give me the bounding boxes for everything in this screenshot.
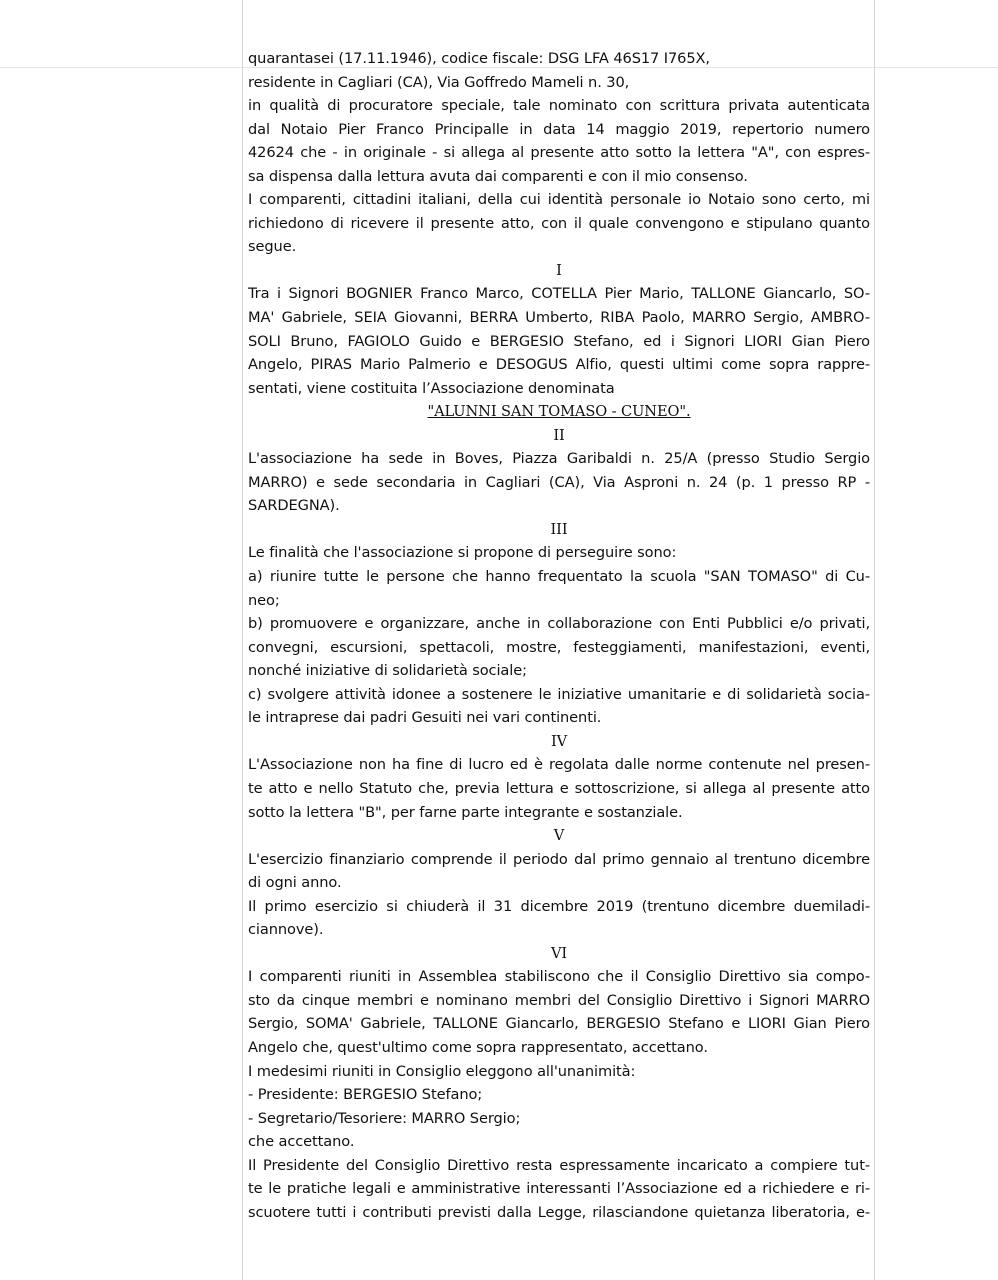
text-line: L'esercizio finanziario comprende il periodo dal primo gennaio al trentuno dicembre bbox=[248, 850, 870, 868]
text-line: I comparenti riuniti in Assemblea stabiliscono che il Consiglio Direttivo sia compo- bbox=[248, 968, 870, 986]
text-line: SARDEGNA). bbox=[248, 497, 340, 515]
text-line: L'Associazione non ha fine di lucro ed è regolata dalle norme contenute nel presen- bbox=[248, 756, 870, 774]
text-line: L'associazione ha sede in Boves, Piazza Garibaldi n. 25/A (presso Studio Sergio bbox=[248, 450, 870, 468]
section-heading: "ALUNNI SAN TOMASO - CUNEO". bbox=[427, 403, 691, 421]
text-line: che accettano. bbox=[248, 1133, 355, 1151]
text-line: I comparenti, cittadini italiani, della cui identità personale io Notaio sono certo, mi bbox=[248, 191, 870, 209]
text-line: sentati, viene costituita l’Associazione denominata bbox=[248, 379, 615, 397]
text-line: Angelo, PIRAS Mario Palmerio e DESOGUS Alfio, questi ultimi come sopra rappre- bbox=[248, 356, 870, 374]
section-heading: III bbox=[550, 520, 568, 538]
text-line: segue. bbox=[248, 238, 297, 256]
text-line: SOLI Bruno, FAGIOLO Guido e BERGESIO Stefano, ed i Signori LIORI Gian Piero bbox=[248, 332, 870, 350]
text-line: te atto e nello Statuto che, previa lettura e sottoscrizione, si allega al presente atto bbox=[248, 779, 870, 797]
text-line: MA' Gabriele, SEIA Giovanni, BERRA Umberto, RIBA Paolo, MARRO Sergio, AMBRO- bbox=[248, 309, 870, 327]
text-line: Sergio, SOMA' Gabriele, TALLONE Giancarlo, BERGESIO Stefano e LIORI Gian Piero bbox=[248, 1015, 870, 1033]
text-line: residente in Cagliari (CA), Via Goffredo Mameli n. 30, bbox=[248, 73, 630, 91]
text-line: c) svolgere attività idonee a sostenere le iniziative umanitarie e di solidarietà socia- bbox=[248, 685, 870, 703]
text-line: sotto la lettera "B", per farne parte integrante e sostanziale. bbox=[248, 803, 683, 821]
text-line: Il primo esercizio si chiuderà il 31 dicembre 2019 (trentuno dicembre duemiladi- bbox=[248, 897, 870, 915]
text-line: richiedono di ricevere il presente atto, con il quale convengono e stipulano quanto bbox=[248, 214, 870, 232]
text-line: quarantasei (17.11.1946), codice fiscale: DSG LFA 46S17 I765X, bbox=[248, 50, 710, 67]
section-heading: V bbox=[553, 827, 565, 845]
text-line: - Presidente: BERGESIO Stefano; bbox=[248, 1086, 483, 1104]
text-line: sto da cinque membri e nominano membri del Consiglio Direttivo i Signori MARRO bbox=[248, 991, 870, 1009]
text-line: a) riunire tutte le persone che hanno frequentato la scuola "SAN TOMASO" di Cu- bbox=[248, 568, 870, 586]
text-line: te le pratiche legali e amministrative interessanti l’Associazione ed a richiedere e ri- bbox=[248, 1180, 870, 1198]
text-line: ciannove). bbox=[248, 921, 324, 939]
text-line: le intraprese dai padri Gesuiti nei vari continenti. bbox=[248, 709, 602, 727]
text-line: - Segretario/Tesoriere: MARRO Sergio; bbox=[248, 1109, 521, 1127]
text-line: MARRO) e sede secondaria in Cagliari (CA), Via Asproni n. 24 (p. 1 presso RP - bbox=[248, 473, 870, 491]
text-line: in qualità di procuratore speciale, tale nominato con scrittura privata autenticata bbox=[248, 97, 870, 115]
text-line: Tra i Signori BOGNIER Franco Marco, COTELLA Pier Mario, TALLONE Giancarlo, SO- bbox=[248, 285, 870, 303]
document-page bbox=[248, 47, 870, 1224]
section-heading: I bbox=[556, 261, 562, 279]
text-line: scuotere tutti i contributi previsti dalla Legge, rilasciandone quietanza liberatoria, e- bbox=[248, 1203, 870, 1221]
page-right-border bbox=[874, 0, 875, 1280]
text-line: Angelo che, quest'ultimo come sopra rappresentato, accettano. bbox=[248, 1038, 708, 1056]
text-line: nonché iniziative di solidarietà sociale; bbox=[248, 662, 527, 680]
section-heading: VI bbox=[550, 944, 568, 962]
text-line: b) promuovere e organizzare, anche in collaborazione con Enti Pubblici e/o privati, bbox=[248, 615, 870, 633]
text-line: sa dispensa dalla lettura avuta dai comparenti e con il mio consenso. bbox=[248, 167, 748, 185]
text-line: 42624 che - in originale - si allega al presente atto sotto la lettera "A", con espres- bbox=[248, 144, 870, 162]
text-line: convegni, escursioni, spettacoli, mostre, festeggiamenti, manifestazioni, eventi, bbox=[248, 638, 870, 656]
text-line: I medesimi riuniti in Consiglio eleggono all'unanimità: bbox=[248, 1062, 636, 1080]
text-line: Il Presidente del Consiglio Direttivo resta espressamente incaricato a compiere tut- bbox=[248, 1156, 870, 1174]
section-heading: IV bbox=[550, 732, 568, 750]
text-line: dal Notaio Pier Franco Principalle in data 14 maggio 2019, repertorio numero bbox=[248, 120, 870, 138]
section-heading: II bbox=[553, 426, 565, 444]
page-left-border bbox=[242, 0, 243, 1280]
text-line: di ogni anno. bbox=[248, 874, 342, 892]
text-line: Le finalità che l'associazione si propone di perseguire sono: bbox=[248, 544, 677, 562]
text-line: neo; bbox=[248, 591, 280, 609]
